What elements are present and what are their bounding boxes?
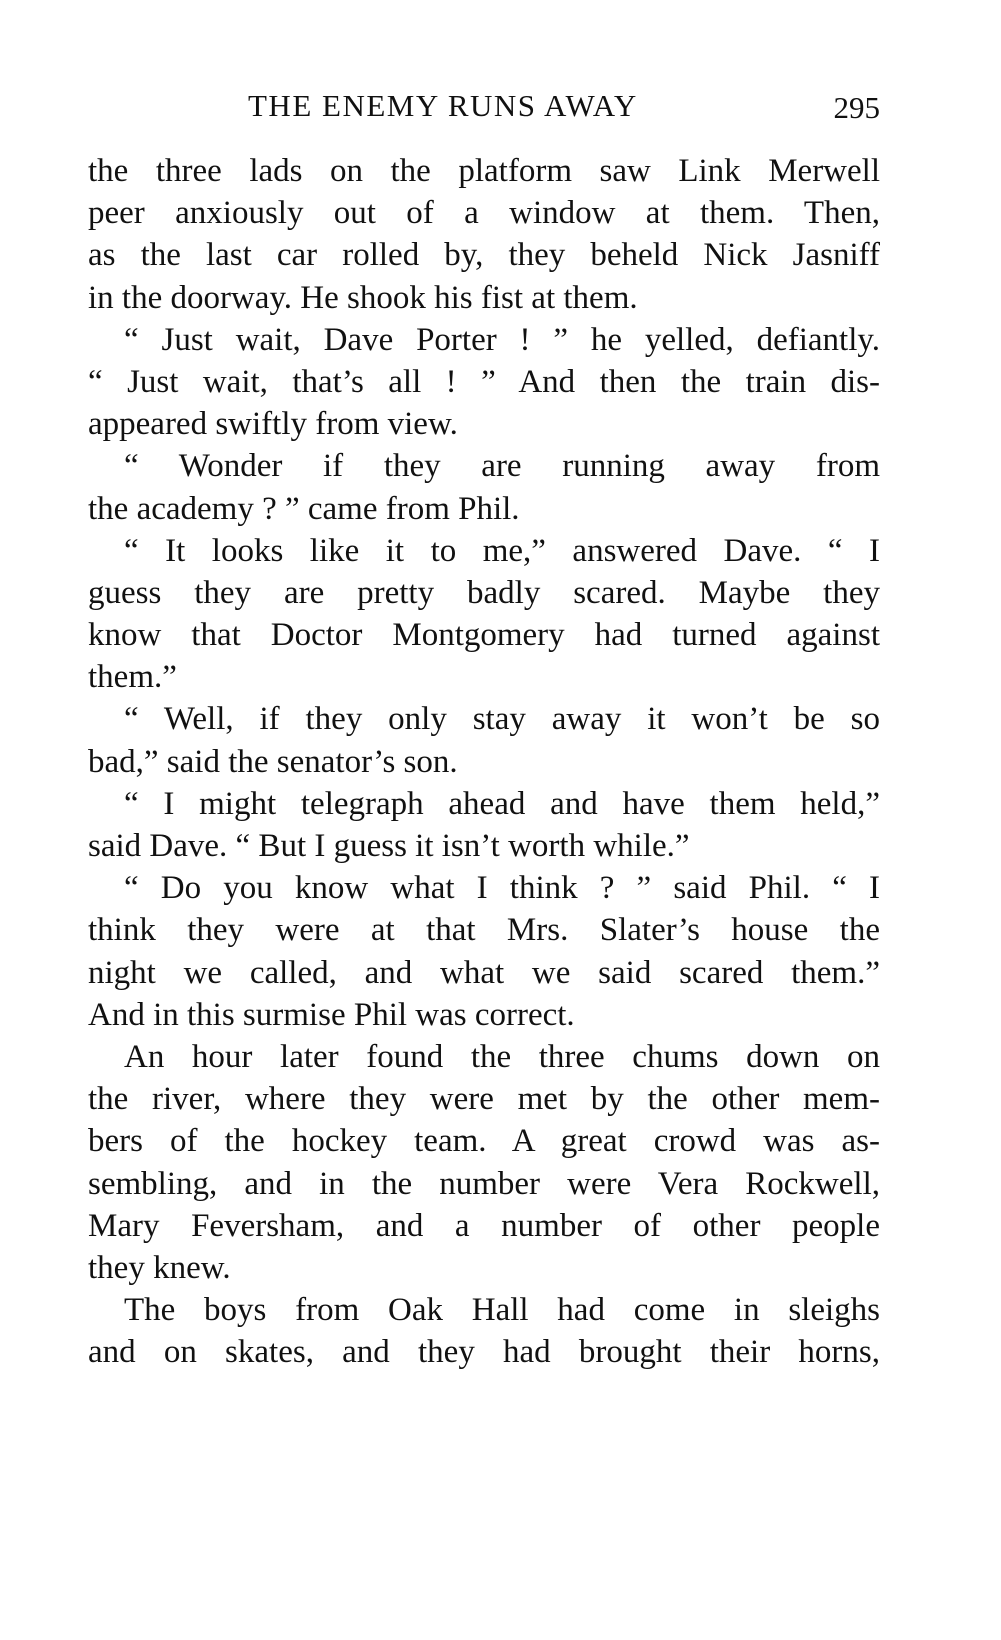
text-line: guess they are pretty badly scared. Maybe they	[88, 574, 880, 611]
running-head: THE ENEMY RUNS AWAY	[248, 88, 638, 123]
page-header	[88, 88, 880, 128]
text-line: said Dave. “ But I guess it isn’t worth while.”	[88, 828, 690, 864]
text-line: them.”	[88, 659, 177, 696]
text-line: And in this surmise Phil was correct.	[88, 996, 575, 1033]
text-line: the academy ? ” came from Phil.	[88, 490, 520, 527]
text-line: think they were at that Mrs. Slater’s house the	[88, 912, 880, 949]
text-line: the river, where they were met by the other mem-	[88, 1081, 880, 1118]
text-line: “ Do you know what I think ? ” said Phil. “ I	[124, 870, 880, 907]
body-text	[88, 150, 880, 1373]
text-line: and on skates, and they had brought their horns,	[88, 1334, 880, 1371]
text-line: bad,” said the senator’s son.	[88, 743, 458, 780]
text-line: as the last car rolled by, they beheld Nick Jasniff	[88, 237, 880, 274]
text-line: sembling, and in the number were Vera Rockwell,	[88, 1165, 880, 1202]
text-line: peer anxiously out of a window at them. Then,	[88, 195, 880, 232]
text-line: “ Wonder if they are running away from	[124, 448, 880, 485]
text-line: “ I might telegraph ahead and have them held,”	[124, 785, 880, 822]
text-line: “ Just wait, Dave Porter ! ” he yelled, defiantly.	[124, 321, 880, 358]
text-line: “ Well, if they only stay away it won’t be so	[124, 701, 880, 738]
text-line: “ It looks like it to me,” answered Dave. “ I	[124, 532, 880, 569]
page-number: 295	[833, 90, 880, 125]
text-line: “ Just wait, that’s all ! ” And then the train dis-	[88, 363, 880, 400]
text-line: the three lads on the platform saw Link Merwell	[88, 153, 880, 189]
text-line: bers of the hockey team. A great crowd was as-	[88, 1123, 880, 1160]
text-line: in the doorway. He shook his fist at them.	[88, 279, 638, 316]
text-line: An hour later found the three chums down on	[124, 1038, 880, 1075]
text-line: night we called, and what we said scared them.”	[88, 954, 880, 991]
text-line: they knew.	[88, 1249, 231, 1286]
text-line: Mary Feversham, and a number of other people	[88, 1207, 880, 1244]
text-line: The boys from Oak Hall had come in sleighs	[124, 1292, 880, 1329]
text-line: know that Doctor Montgomery had turned against	[88, 617, 880, 654]
text-line: appeared swiftly from view.	[88, 406, 458, 443]
